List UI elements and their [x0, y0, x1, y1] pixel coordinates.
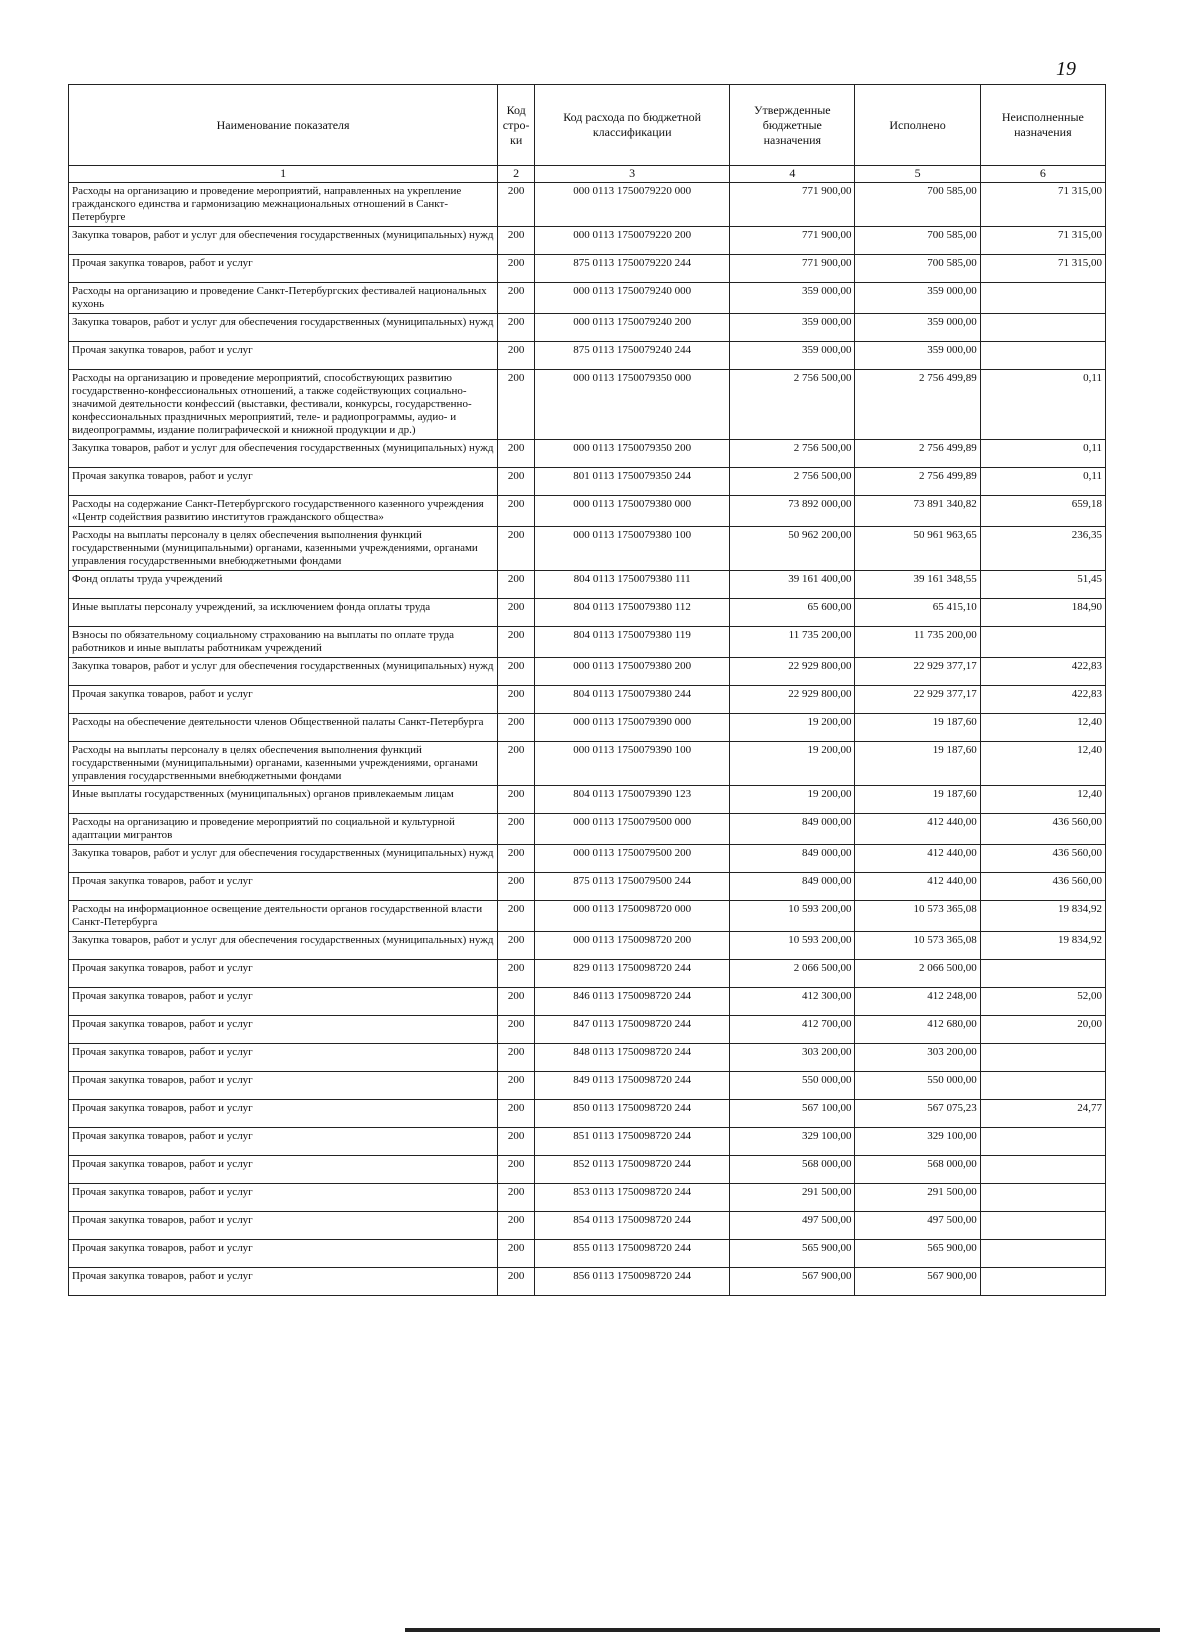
row-approved: 11 735 200,00 — [730, 627, 855, 658]
row-approved: 22 929 800,00 — [730, 686, 855, 714]
row-unexecuted — [980, 627, 1105, 658]
header-unexecuted: Неисполненные назначения — [980, 85, 1105, 166]
table-row — [69, 1072, 1106, 1100]
row-approved: 22 929 800,00 — [730, 658, 855, 686]
row-budget-code: 851 0113 1750098720 244 — [535, 1128, 730, 1156]
header-name: Наименование показателя — [69, 85, 498, 166]
row-executed: 2 756 499,89 — [855, 440, 980, 468]
row-unexecuted: 436 560,00 — [980, 814, 1105, 845]
table-row — [69, 1184, 1106, 1212]
row-approved: 19 200,00 — [730, 786, 855, 814]
row-name: Закупка товаров, работ и услуг для обеспечения государственных (муниципальных) нужд — [69, 227, 498, 255]
row-line-code: 200 — [498, 1268, 535, 1296]
row-executed: 567 075,23 — [855, 1100, 980, 1128]
row-unexecuted: 71 315,00 — [980, 227, 1105, 255]
row-budget-code: 804 0113 1750079380 111 — [535, 571, 730, 599]
row-executed: 700 585,00 — [855, 255, 980, 283]
row-unexecuted: 0,11 — [980, 370, 1105, 440]
row-budget-code: 000 0113 1750098720 200 — [535, 932, 730, 960]
row-budget-code: 855 0113 1750098720 244 — [535, 1240, 730, 1268]
row-line-code: 200 — [498, 960, 535, 988]
row-approved: 19 200,00 — [730, 714, 855, 742]
table-row — [69, 873, 1106, 901]
table-row — [69, 714, 1106, 742]
row-approved: 2 756 500,00 — [730, 468, 855, 496]
table-row — [69, 314, 1106, 342]
row-budget-code: 848 0113 1750098720 244 — [535, 1044, 730, 1072]
row-name: Расходы на обеспечение деятельности членов Общественной палаты Санкт-Петербурга — [69, 714, 498, 742]
row-name: Прочая закупка товаров, работ и услуг — [69, 255, 498, 283]
row-budget-code: 853 0113 1750098720 244 — [535, 1184, 730, 1212]
table-row — [69, 496, 1106, 527]
column-number: 4 — [730, 166, 855, 183]
row-approved: 73 892 000,00 — [730, 496, 855, 527]
row-name: Закупка товаров, работ и услуг для обеспечения государственных (муниципальных) нужд — [69, 845, 498, 873]
row-executed: 2 756 499,89 — [855, 468, 980, 496]
row-line-code: 200 — [498, 1156, 535, 1184]
header-approved: Утвержденные бюджетные назначения — [730, 85, 855, 166]
table-row — [69, 1128, 1106, 1156]
row-line-code: 200 — [498, 786, 535, 814]
column-number-row — [69, 166, 1106, 183]
header-budget-code: Код расхода по бюджетной классификации — [535, 85, 730, 166]
row-budget-code: 847 0113 1750098720 244 — [535, 1016, 730, 1044]
table-row — [69, 932, 1106, 960]
table-row — [69, 342, 1106, 370]
row-line-code: 200 — [498, 932, 535, 960]
table-row — [69, 845, 1106, 873]
row-line-code: 200 — [498, 845, 535, 873]
row-executed: 412 680,00 — [855, 1016, 980, 1044]
row-approved: 849 000,00 — [730, 814, 855, 845]
row-unexecuted — [980, 1212, 1105, 1240]
row-budget-code: 875 0113 1750079220 244 — [535, 255, 730, 283]
table-row — [69, 686, 1106, 714]
bottom-rule — [405, 1628, 1160, 1632]
column-number: 1 — [69, 166, 498, 183]
row-executed: 10 573 365,08 — [855, 901, 980, 932]
row-approved: 849 000,00 — [730, 845, 855, 873]
row-unexecuted: 184,90 — [980, 599, 1105, 627]
row-budget-code: 856 0113 1750098720 244 — [535, 1268, 730, 1296]
row-executed: 497 500,00 — [855, 1212, 980, 1240]
row-executed: 412 440,00 — [855, 845, 980, 873]
row-name: Прочая закупка товаров, работ и услуг — [69, 1212, 498, 1240]
row-name: Прочая закупка товаров, работ и услуг — [69, 1044, 498, 1072]
row-unexecuted: 19 834,92 — [980, 932, 1105, 960]
row-name: Прочая закупка товаров, работ и услуг — [69, 686, 498, 714]
row-approved: 565 900,00 — [730, 1240, 855, 1268]
table-row — [69, 183, 1106, 227]
row-approved: 497 500,00 — [730, 1212, 855, 1240]
row-unexecuted: 19 834,92 — [980, 901, 1105, 932]
row-unexecuted — [980, 1268, 1105, 1296]
row-name: Прочая закупка товаров, работ и услуг — [69, 468, 498, 496]
row-unexecuted: 12,40 — [980, 742, 1105, 786]
row-approved: 412 700,00 — [730, 1016, 855, 1044]
row-budget-code: 000 0113 1750079500 200 — [535, 845, 730, 873]
row-budget-code: 849 0113 1750098720 244 — [535, 1072, 730, 1100]
row-line-code: 200 — [498, 283, 535, 314]
table-row — [69, 227, 1106, 255]
row-approved: 567 900,00 — [730, 1268, 855, 1296]
row-approved: 303 200,00 — [730, 1044, 855, 1072]
table-row — [69, 901, 1106, 932]
row-line-code: 200 — [498, 1212, 535, 1240]
row-budget-code: 804 0113 1750079380 244 — [535, 686, 730, 714]
row-approved: 10 593 200,00 — [730, 932, 855, 960]
row-executed: 565 900,00 — [855, 1240, 980, 1268]
row-line-code: 200 — [498, 988, 535, 1016]
row-unexecuted — [980, 283, 1105, 314]
row-budget-code: 000 0113 1750079380 000 — [535, 496, 730, 527]
row-approved: 359 000,00 — [730, 283, 855, 314]
table-row — [69, 599, 1106, 627]
row-name: Прочая закупка товаров, работ и услуг — [69, 1184, 498, 1212]
row-executed: 567 900,00 — [855, 1268, 980, 1296]
column-number: 3 — [535, 166, 730, 183]
row-name: Закупка товаров, работ и услуг для обеспечения государственных (муниципальных) нужд — [69, 314, 498, 342]
table-header-row — [69, 85, 1106, 166]
header-executed: Исполнено — [855, 85, 980, 166]
row-approved: 567 100,00 — [730, 1100, 855, 1128]
row-unexecuted: 71 315,00 — [980, 255, 1105, 283]
row-approved: 50 962 200,00 — [730, 527, 855, 571]
row-unexecuted: 236,35 — [980, 527, 1105, 571]
row-budget-code: 804 0113 1750079380 112 — [535, 599, 730, 627]
table-row — [69, 1044, 1106, 1072]
row-approved: 412 300,00 — [730, 988, 855, 1016]
row-unexecuted — [980, 342, 1105, 370]
row-budget-code: 829 0113 1750098720 244 — [535, 960, 730, 988]
row-unexecuted: 436 560,00 — [980, 845, 1105, 873]
row-name: Прочая закупка товаров, работ и услуг — [69, 1156, 498, 1184]
row-executed: 550 000,00 — [855, 1072, 980, 1100]
table-row — [69, 440, 1106, 468]
row-approved: 10 593 200,00 — [730, 901, 855, 932]
table-row — [69, 742, 1106, 786]
row-executed: 73 891 340,82 — [855, 496, 980, 527]
row-line-code: 200 — [498, 183, 535, 227]
table-row — [69, 658, 1106, 686]
page-number: 19 — [1056, 58, 1076, 80]
column-number: 2 — [498, 166, 535, 183]
row-executed: 11 735 200,00 — [855, 627, 980, 658]
row-name: Закупка товаров, работ и услуг для обеспечения государственных (муниципальных) нужд — [69, 440, 498, 468]
row-budget-code: 804 0113 1750079380 119 — [535, 627, 730, 658]
row-unexecuted: 422,83 — [980, 658, 1105, 686]
row-line-code: 200 — [498, 1072, 535, 1100]
table-row — [69, 1240, 1106, 1268]
table-body — [69, 183, 1106, 1296]
table-row — [69, 1156, 1106, 1184]
table-row — [69, 814, 1106, 845]
row-approved: 550 000,00 — [730, 1072, 855, 1100]
row-unexecuted: 51,45 — [980, 571, 1105, 599]
table-row — [69, 786, 1106, 814]
row-unexecuted: 436 560,00 — [980, 873, 1105, 901]
row-line-code: 200 — [498, 1100, 535, 1128]
row-executed: 19 187,60 — [855, 742, 980, 786]
row-line-code: 200 — [498, 686, 535, 714]
table-row — [69, 960, 1106, 988]
row-executed: 19 187,60 — [855, 714, 980, 742]
row-unexecuted: 24,77 — [980, 1100, 1105, 1128]
row-unexecuted: 0,11 — [980, 468, 1105, 496]
row-budget-code: 000 0113 1750079390 100 — [535, 742, 730, 786]
row-budget-code: 000 0113 1750098720 000 — [535, 901, 730, 932]
row-unexecuted — [980, 1240, 1105, 1268]
row-line-code: 200 — [498, 314, 535, 342]
header-line-code: Код стро- ки — [498, 85, 535, 166]
table-row — [69, 468, 1106, 496]
budget-execution-table — [68, 84, 1106, 1296]
column-number: 5 — [855, 166, 980, 183]
row-name: Расходы на информационное освещение деятельности органов государственной власти Санкт-Петербурга — [69, 901, 498, 932]
row-executed: 329 100,00 — [855, 1128, 980, 1156]
row-unexecuted: 52,00 — [980, 988, 1105, 1016]
row-executed: 359 000,00 — [855, 342, 980, 370]
row-unexecuted: 71 315,00 — [980, 183, 1105, 227]
row-line-code: 200 — [498, 227, 535, 255]
row-budget-code: 000 0113 1750079350 200 — [535, 440, 730, 468]
table-row — [69, 1212, 1106, 1240]
row-line-code: 200 — [498, 468, 535, 496]
row-budget-code: 852 0113 1750098720 244 — [535, 1156, 730, 1184]
row-executed: 19 187,60 — [855, 786, 980, 814]
row-approved: 771 900,00 — [730, 227, 855, 255]
row-executed: 568 000,00 — [855, 1156, 980, 1184]
row-budget-code: 000 0113 1750079390 000 — [535, 714, 730, 742]
row-line-code: 200 — [498, 627, 535, 658]
row-approved: 2 066 500,00 — [730, 960, 855, 988]
row-name: Прочая закупка товаров, работ и услуг — [69, 960, 498, 988]
table-row — [69, 370, 1106, 440]
row-unexecuted: 659,18 — [980, 496, 1105, 527]
row-line-code: 200 — [498, 901, 535, 932]
row-name: Закупка товаров, работ и услуг для обеспечения государственных (муниципальных) нужд — [69, 932, 498, 960]
row-name: Прочая закупка товаров, работ и услуг — [69, 342, 498, 370]
row-unexecuted — [980, 314, 1105, 342]
table-row — [69, 1100, 1106, 1128]
table-row — [69, 255, 1106, 283]
row-line-code: 200 — [498, 342, 535, 370]
row-executed: 412 440,00 — [855, 814, 980, 845]
row-name: Расходы на выплаты персоналу в целях обеспечения выполнения функций государственными (муниципальными) органами, казенными учреждениями, органами управления государственными внебюджетными фондами — [69, 742, 498, 786]
row-approved: 771 900,00 — [730, 255, 855, 283]
row-name: Прочая закупка товаров, работ и услуг — [69, 988, 498, 1016]
row-approved: 568 000,00 — [730, 1156, 855, 1184]
row-budget-code: 846 0113 1750098720 244 — [535, 988, 730, 1016]
row-approved: 2 756 500,00 — [730, 440, 855, 468]
row-executed: 22 929 377,17 — [855, 658, 980, 686]
row-approved: 65 600,00 — [730, 599, 855, 627]
row-approved: 39 161 400,00 — [730, 571, 855, 599]
row-budget-code: 000 0113 1750079220 000 — [535, 183, 730, 227]
row-line-code: 200 — [498, 658, 535, 686]
row-unexecuted: 20,00 — [980, 1016, 1105, 1044]
table-row — [69, 627, 1106, 658]
row-executed: 700 585,00 — [855, 183, 980, 227]
row-unexecuted — [980, 1156, 1105, 1184]
row-approved: 19 200,00 — [730, 742, 855, 786]
row-executed: 412 440,00 — [855, 873, 980, 901]
row-budget-code: 850 0113 1750098720 244 — [535, 1100, 730, 1128]
row-executed: 39 161 348,55 — [855, 571, 980, 599]
row-budget-code: 875 0113 1750079500 244 — [535, 873, 730, 901]
row-name: Расходы на выплаты персоналу в целях обеспечения выполнения функций государственными (муниципальными) органами, казенными учреждениями, органами управления государственными внебюджетными фондами — [69, 527, 498, 571]
row-unexecuted — [980, 960, 1105, 988]
row-name: Взносы по обязательному социальному страхованию на выплаты по оплате труда работников и иные выплаты работникам учреждений — [69, 627, 498, 658]
row-name: Прочая закупка товаров, работ и услуг — [69, 1072, 498, 1100]
row-executed: 10 573 365,08 — [855, 932, 980, 960]
row-line-code: 200 — [498, 527, 535, 571]
row-approved: 771 900,00 — [730, 183, 855, 227]
row-unexecuted: 422,83 — [980, 686, 1105, 714]
row-line-code: 200 — [498, 370, 535, 440]
row-line-code: 200 — [498, 1128, 535, 1156]
row-unexecuted — [980, 1044, 1105, 1072]
row-line-code: 200 — [498, 714, 535, 742]
table-row — [69, 988, 1106, 1016]
row-approved: 329 100,00 — [730, 1128, 855, 1156]
row-budget-code: 000 0113 1750079350 000 — [535, 370, 730, 440]
row-budget-code: 000 0113 1750079500 000 — [535, 814, 730, 845]
row-unexecuted: 12,40 — [980, 714, 1105, 742]
row-budget-code: 000 0113 1750079380 100 — [535, 527, 730, 571]
table-row — [69, 1268, 1106, 1296]
row-approved: 359 000,00 — [730, 314, 855, 342]
row-name: Прочая закупка товаров, работ и услуг — [69, 1128, 498, 1156]
row-name: Прочая закупка товаров, работ и услуг — [69, 1268, 498, 1296]
row-line-code: 200 — [498, 255, 535, 283]
row-executed: 359 000,00 — [855, 314, 980, 342]
row-name: Расходы на содержание Санкт-Петербургского государственного казенного учреждения «Центр содействия развитию институтов гражданского общества» — [69, 496, 498, 527]
row-line-code: 200 — [498, 1044, 535, 1072]
row-budget-code: 801 0113 1750079350 244 — [535, 468, 730, 496]
column-number: 6 — [980, 166, 1105, 183]
table-row — [69, 283, 1106, 314]
row-line-code: 200 — [498, 742, 535, 786]
row-executed: 22 929 377,17 — [855, 686, 980, 714]
row-budget-code: 875 0113 1750079240 244 — [535, 342, 730, 370]
row-approved: 849 000,00 — [730, 873, 855, 901]
row-budget-code: 000 0113 1750079220 200 — [535, 227, 730, 255]
row-name: Прочая закупка товаров, работ и услуг — [69, 873, 498, 901]
row-name: Расходы на организацию и проведение мероприятий, направленных на укрепление гражданского единства и гармонизацию межнациональных отношений в Санкт-Петербурге — [69, 183, 498, 227]
row-executed: 412 248,00 — [855, 988, 980, 1016]
row-name: Расходы на организацию и проведение мероприятий, способствующих развитию государственно-конфессиональных отношений, а также содействующих социально-значимой деятельности конфессий (выставки, фестивали, конкурсы, государственно-конфессиональных праздничных мероприятий, теле- и радиопрограммы, аудио- и видеопрограммы, издание полиграфической и книжной продукции и др.) — [69, 370, 498, 440]
row-line-code: 200 — [498, 873, 535, 901]
row-name: Фонд оплаты труда учреждений — [69, 571, 498, 599]
row-name: Закупка товаров, работ и услуг для обеспечения государственных (муниципальных) нужд — [69, 658, 498, 686]
row-line-code: 200 — [498, 599, 535, 627]
row-name: Иные выплаты персоналу учреждений, за исключением фонда оплаты труда — [69, 599, 498, 627]
row-executed: 359 000,00 — [855, 283, 980, 314]
row-name: Прочая закупка товаров, работ и услуг — [69, 1240, 498, 1268]
row-name: Расходы на организацию и проведение мероприятий по социальной и культурной адаптации мигрантов — [69, 814, 498, 845]
row-budget-code: 000 0113 1750079380 200 — [535, 658, 730, 686]
row-line-code: 200 — [498, 1240, 535, 1268]
row-executed: 291 500,00 — [855, 1184, 980, 1212]
row-executed: 303 200,00 — [855, 1044, 980, 1072]
row-line-code: 200 — [498, 1184, 535, 1212]
row-unexecuted: 0,11 — [980, 440, 1105, 468]
row-name: Расходы на организацию и проведение Санкт-Петербургских фестивалей национальных кухонь — [69, 283, 498, 314]
row-line-code: 200 — [498, 496, 535, 527]
row-line-code: 200 — [498, 814, 535, 845]
row-budget-code: 854 0113 1750098720 244 — [535, 1212, 730, 1240]
row-name: Прочая закупка товаров, работ и услуг — [69, 1016, 498, 1044]
table-row — [69, 571, 1106, 599]
row-name: Прочая закупка товаров, работ и услуг — [69, 1100, 498, 1128]
row-budget-code: 804 0113 1750079390 123 — [535, 786, 730, 814]
row-executed: 2 066 500,00 — [855, 960, 980, 988]
row-executed: 700 585,00 — [855, 227, 980, 255]
row-line-code: 200 — [498, 1016, 535, 1044]
row-name: Иные выплаты государственных (муниципальных) органов привлекаемым лицам — [69, 786, 498, 814]
table-row — [69, 527, 1106, 571]
row-budget-code: 000 0113 1750079240 200 — [535, 314, 730, 342]
table-row — [69, 1016, 1106, 1044]
row-executed: 2 756 499,89 — [855, 370, 980, 440]
row-approved: 359 000,00 — [730, 342, 855, 370]
row-executed: 65 415,10 — [855, 599, 980, 627]
row-unexecuted: 12,40 — [980, 786, 1105, 814]
row-executed: 50 961 963,65 — [855, 527, 980, 571]
row-approved: 291 500,00 — [730, 1184, 855, 1212]
row-unexecuted — [980, 1128, 1105, 1156]
row-unexecuted — [980, 1184, 1105, 1212]
row-approved: 2 756 500,00 — [730, 370, 855, 440]
row-line-code: 200 — [498, 571, 535, 599]
row-line-code: 200 — [498, 440, 535, 468]
row-unexecuted — [980, 1072, 1105, 1100]
row-budget-code: 000 0113 1750079240 000 — [535, 283, 730, 314]
